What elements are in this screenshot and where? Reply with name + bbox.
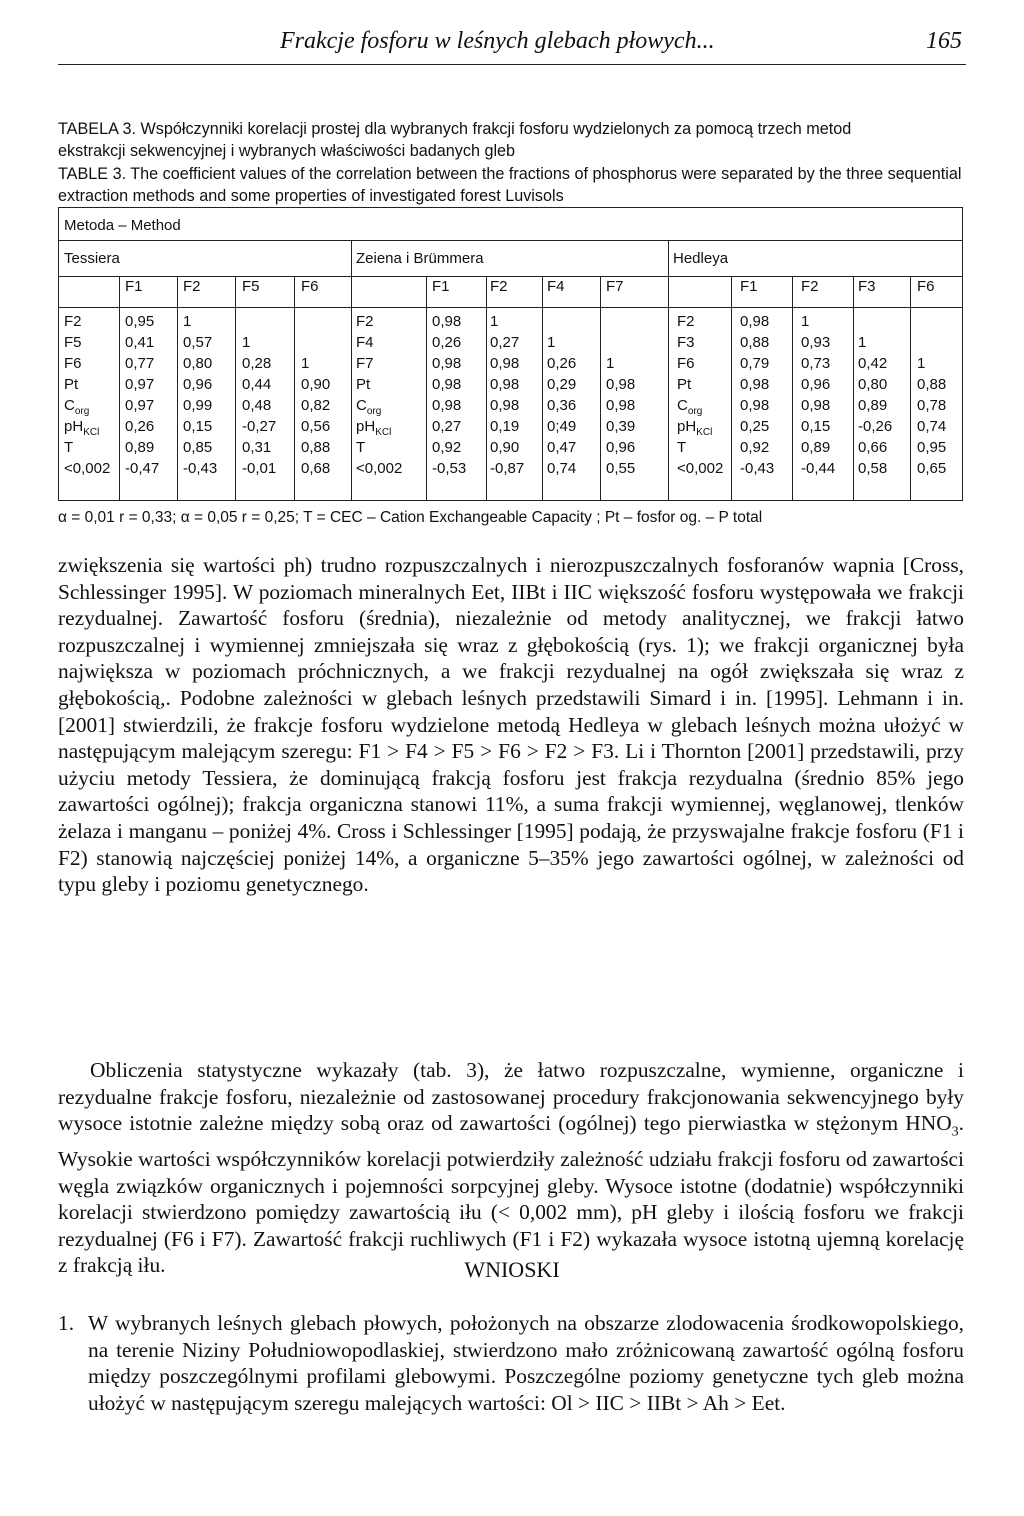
table-cell: 0,98 [606, 376, 636, 393]
column-header: F5 [242, 278, 260, 295]
table-cell: 0,95 [125, 313, 155, 330]
row-label: F7 [356, 355, 374, 372]
table-cell: 0,98 [606, 397, 636, 414]
table-cell: 0,98 [740, 313, 770, 330]
table-cell: 0,95 [917, 439, 947, 456]
table-cell: 0,78 [917, 397, 947, 414]
row-label: F6 [64, 355, 82, 372]
table-cell: 0,92 [432, 439, 462, 456]
table-cell: 0,98 [490, 355, 520, 372]
table-cell: 1 [183, 313, 192, 330]
row-label: F3 [677, 334, 695, 351]
table-cell: 0,27 [490, 334, 520, 351]
page-number: 165 [926, 28, 962, 54]
table-cell: -0,47 [125, 460, 160, 477]
table-cell: 0,96 [801, 376, 831, 393]
row-label: $C_{org}$ [677, 397, 703, 417]
table-cell: 0,28 [242, 355, 272, 372]
column-header: F1 [125, 278, 143, 295]
table-cell: 0,82 [301, 397, 331, 414]
table-cell: 0,15 [183, 418, 213, 435]
conclusion-number: 1. [58, 1311, 75, 1335]
table-cell: 1 [801, 313, 810, 330]
table-cell: 0,89 [858, 397, 888, 414]
table-cell: 0,41 [125, 334, 155, 351]
table-cell: 0,99 [183, 397, 213, 414]
running-header [58, 20, 966, 65]
table-cell: 0,31 [242, 439, 272, 456]
table-footnote: α = 0,01 r = 0,33; α = 0,05 r = 0,25; T = CEC – Cation Exchangeable Capacity ; Pt – fosfor og. – P total [58, 509, 763, 526]
table-cell: 0,27 [432, 418, 462, 435]
row-label: $pH_{KCl}$ [64, 418, 100, 438]
table-cell: 0,19 [490, 418, 520, 435]
table-cell: 0,42 [858, 355, 888, 372]
table-cell: 1 [242, 334, 251, 351]
table-cell: 0;49 [547, 418, 577, 435]
table-cell: 0,74 [917, 418, 947, 435]
table-cell: 0,98 [490, 397, 520, 414]
table-cell: 1 [301, 355, 310, 372]
table-cell: 0,44 [242, 376, 272, 393]
row-label: <0,002 [64, 460, 111, 477]
table-cell: 0,98 [740, 397, 770, 414]
table-cell: 1 [490, 313, 499, 330]
table-cell: 0,98 [432, 397, 462, 414]
table-cell: 0,85 [183, 439, 213, 456]
table-cell: 0,97 [125, 376, 155, 393]
column-header: F6 [917, 278, 935, 295]
row-label: T [356, 439, 366, 456]
paragraph-2 [58, 1057, 964, 1279]
table-cell: 0,89 [801, 439, 831, 456]
row-label: $C_{org}$ [64, 397, 90, 417]
column-header: F6 [301, 278, 319, 295]
table-cell: 0,96 [183, 376, 213, 393]
method-label: Metoda – Method [64, 217, 181, 234]
table-cell: 0,88 [740, 334, 770, 351]
table-cell: 0,15 [801, 418, 831, 435]
table-cell: 0,80 [858, 376, 888, 393]
column-header: F2 [490, 278, 508, 295]
table-cell: 0,57 [183, 334, 213, 351]
table-cell: 0,66 [858, 439, 888, 456]
table-cell: 0,79 [740, 355, 770, 372]
table-cell: 0,98 [432, 376, 462, 393]
table-cell: 0,98 [432, 313, 462, 330]
table-cell: 0,74 [547, 460, 577, 477]
paragraph-2-part-b: . Wysokie wartości współczynników korelacji potwierdziły zależność udziału frakcji fosforu od zawartości węgla związków organicznych i pojemności sorpcyjnej gleby. Wysoce istotne (dodatnie) współczynniki korelacji stwierdzono pomiędzy zawartością iłu (< 0,002 mm), pH gleby i ilością fosforu we frakcji rezydualnej (F6 i F7). Zawartość frakcji ruchliwych (F1 i F2) wykazała wysoce istotną ujemną korelację z frakcją iłu. [58, 1111, 964, 1278]
table-cell: 0,98 [740, 376, 770, 393]
running-title: Frakcje fosforu w leśnych glebach płowych... [280, 28, 715, 54]
table-cell: 0,55 [606, 460, 636, 477]
table-cell: -0,44 [801, 460, 836, 477]
paragraph-1: zwiększenia się wartości ph) trudno rozpuszczalnych i nierozpuszczalnych fosforanów wapnia [Cross, Schlessinger 1995]. W poziomach mineralnych Eet, IIBt i IIC większość fosforu występowała we frakcji rezydualnej. Zawartość fosforu (średnia), niezależnie od metody analitycznej, we frakcji łatwo rozpuszczalnej i wymiennej zmniejszała się wraz z głębokością (rys. 1); we frakcji organicznej była największa w poziomach próchnicznych, a we frakcji rezydualnej na ogół zwiększała się wraz z głębokością,. Podobne zależności w glebach leśnych przedstawili Simard i in. [1995]. Lehmann i in. [2001] stwierdzili, że frakcje fosforu wydzielone metodą Hedleya w glebach leśnych można ułożyć w następującym malejącym szeregu: F1 > F4 > F5 > F6 > F2 > F3. Li i Thornton [2001] przedstawili, przy użyciu metody Tessiera, że dominującą frakcją fosforu jest frakcja rezydualna (średnio 85% jego zawartości ogólnej); frakcja organiczna stanowi 11%, a suma frakcji wymiennej, węglanowej, tlenków żelaza i manganu – poniżej 4%. Cross i Schlessinger [1995] podają, że przyswajalne frakcje fosforu (F1 i F2) stanowią najczęściej poniżej 14%, a organiczne 5–35% jego zawartości ogólnej, w zależności od typu gleby i poziomu genetycznego. [58, 553, 964, 897]
table-cell: 0,73 [801, 355, 831, 372]
table-cell: 1 [606, 355, 615, 372]
row-label: Pt [356, 376, 371, 393]
row-label: <0,002 [356, 460, 403, 477]
table-caption-english: TABLE 3. The coefficient values of the correlation between the fractions of phosphorus were separated by the three sequential extraction methods and some properties of investigated forest Luvisols [58, 165, 962, 205]
table-cell: 0,68 [301, 460, 331, 477]
table-cell: 0,80 [183, 355, 213, 372]
paragraph-2-part-a: Obliczenia statystyczne wykazały (tab. 3), że łatwo rozpuszczalne, wymienne, organiczne i rezydualne frakcje fosforu, niezależnie od zastosowanej procedury frakcjonowania sekwencyjnego były wysoce istotnie zależne między sobą oraz od zawartości (ogólnej) tego pierwiastka w stężonym HNO [58, 1058, 964, 1136]
row-label: F2 [677, 313, 695, 330]
table-cell: 0,26 [547, 355, 577, 372]
table-cell: 0,26 [432, 334, 462, 351]
row-label: F2 [64, 313, 82, 330]
table-cell: 0,26 [125, 418, 155, 435]
column-header: F2 [183, 278, 201, 295]
table-cell: 0,25 [740, 418, 770, 435]
conclusion-item [58, 1310, 964, 1416]
table-cell: 0,47 [547, 439, 577, 456]
row-label: Pt [64, 376, 79, 393]
row-label: <0,002 [677, 460, 724, 477]
table-cell: 0,39 [606, 418, 636, 435]
table-cell: 1 [917, 355, 926, 372]
subscript-3: 3 [951, 1124, 959, 1140]
table-cell: -0,26 [858, 418, 893, 435]
table-cell: 0,98 [490, 376, 520, 393]
table-cell: 0,56 [301, 418, 331, 435]
row-label: $C_{org}$ [356, 397, 382, 417]
row-label: Pt [677, 376, 692, 393]
table-cell: 0,92 [740, 439, 770, 456]
column-header: F3 [858, 278, 876, 295]
row-label: F2 [356, 313, 374, 330]
row-label: F6 [677, 355, 695, 372]
table-cell: 0,89 [125, 439, 155, 456]
table-cell: 1 [547, 334, 556, 351]
column-header: F2 [801, 278, 819, 295]
table-cell: 0,65 [917, 460, 947, 477]
row-label: T [64, 439, 74, 456]
table-cell: 0,97 [125, 397, 155, 414]
column-header: F1 [432, 278, 450, 295]
row-label: F4 [356, 334, 374, 351]
table-cell: 0,58 [858, 460, 888, 477]
column-header: F1 [740, 278, 758, 295]
table-cell: 0,88 [301, 439, 331, 456]
table-cell: 0,36 [547, 397, 577, 414]
row-label: F5 [64, 334, 82, 351]
row-label: $pH_{KCl}$ [677, 418, 713, 438]
table-cell: 1 [858, 334, 867, 351]
column-header: F4 [547, 278, 565, 295]
table-cell: 0,98 [801, 397, 831, 414]
table-cell: 0,96 [606, 439, 636, 456]
group-name-tessiera: Tessiera [64, 250, 120, 267]
table-cell: -0,43 [183, 460, 218, 477]
table-cell: 0,48 [242, 397, 272, 414]
table-cell: 0,29 [547, 376, 577, 393]
table-caption-polish: TABELA 3. Współczynniki korelacji prostej dla wybranych frakcji fosforu wydzielonych za pomocą trzech metod ekstrakcji sekwencyjnej i wybranych właściwości badanych gleb [58, 120, 852, 160]
table-cell: -0,01 [242, 460, 277, 477]
conclusion-text: W wybranych leśnych glebach płowych, położonych na obszarze zlodowacenia środkowopolskiego, na terenie Niziny Południowopodlaskiej, stwierdzono mało zróżnicowaną zawartość ogólną fosforu między poszczególnymi profilami glebowymi. Poszczególne poziomy genetyczne tych gleb można ułożyć w następującym szeregu malejących wartości: Ol > IIC > IIBt > Ah > Eet. [88, 1311, 964, 1415]
table-cell: -0,43 [740, 460, 775, 477]
table-cell: -0,53 [432, 460, 467, 477]
group-name-zeien: Zeiena i Brümmera [356, 250, 484, 267]
table-cell: -0,27 [242, 418, 277, 435]
column-header: F7 [606, 278, 624, 295]
table-cell: 0,88 [917, 376, 947, 393]
table-cell: 0,90 [490, 439, 520, 456]
row-label: T [677, 439, 687, 456]
table-cell: 0,93 [801, 334, 831, 351]
table-cell: -0,87 [490, 460, 525, 477]
table-cell: 0,98 [432, 355, 462, 372]
section-title: WNIOSKI [464, 1257, 560, 1282]
row-label: $pH_{KCl}$ [356, 418, 392, 438]
table-cell: 0,77 [125, 355, 155, 372]
table-cell: 0,90 [301, 376, 331, 393]
group-name-hedley: Hedleya [673, 250, 729, 267]
